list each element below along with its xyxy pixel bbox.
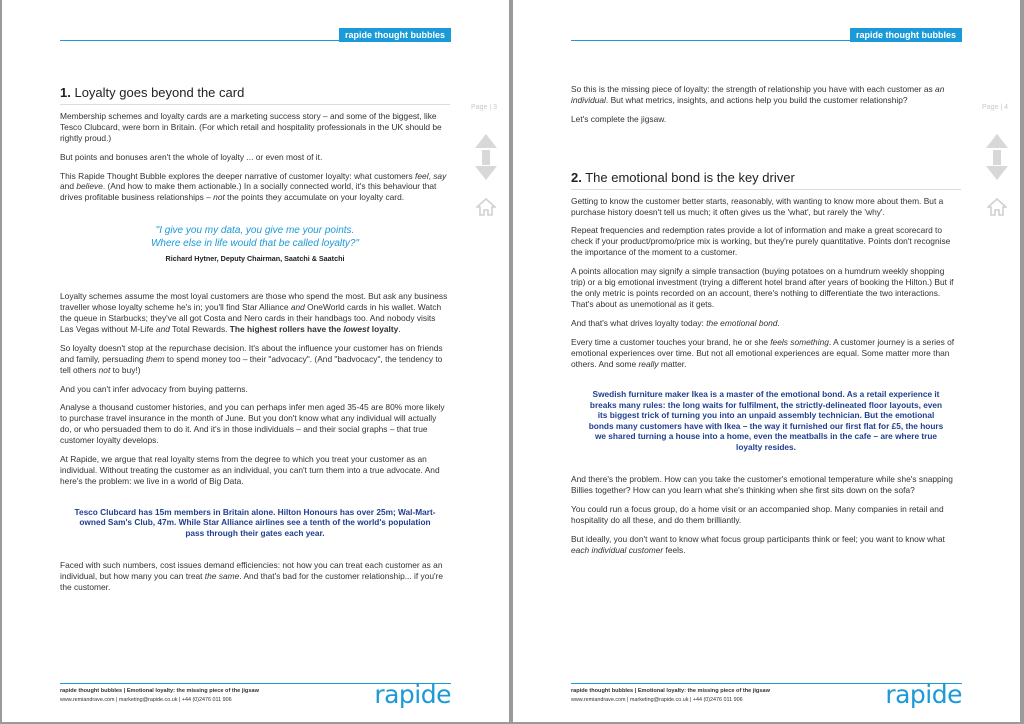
paragraph: And there's the problem. How can you take the customer's emotional temperature while she's snapping Billies together? How can you learn what she's thinking when she first sits down on the sofa? xyxy=(571,474,953,496)
left-content xyxy=(60,84,450,601)
header-rule xyxy=(571,40,962,41)
arrow-down-icon[interactable] xyxy=(475,166,497,180)
paragraph: But ideally, you don't want to know what focus group participants think or feel; you want to know what each individual customer feels. xyxy=(571,534,945,555)
paragraph: A points allocation may signify a simple transaction (buying potatoes on a humdrum weekly shopping trip) or a big emotional investment (trying a different hotel brand after years of booking the Hilton.) But if the only metric is points recorded on an account, there's nothing to differentiate the two interactions. That's about as unemotional as it gets. xyxy=(571,266,954,309)
paragraph: So loyalty doesn't stop at the repurchase decision. It's about the influence your customer has on friends and family, persuading them to spend money too – their "advocacy". (And "badvocacy", the tendency to tell others not to buy!) xyxy=(60,342,443,375)
paragraph: Faced with such numbers, cost issues demand efficiencies: not how you can treat each customer as an individual, but how many you can treat the same. And that's bad for the customer relationship... if you're the customer. xyxy=(60,560,444,593)
arrow-up-icon[interactable] xyxy=(475,134,497,148)
arrow-up-icon[interactable] xyxy=(986,134,1008,148)
footer-title: rapide thought bubbles | Emotional loyalty: the missing piece of the jigsaw xyxy=(60,688,259,694)
quote-attribution: Richard Hytner, Deputy Chairman, Saatchi & Saatchi xyxy=(165,254,345,264)
home-icon[interactable] xyxy=(476,198,496,216)
right-content xyxy=(571,84,961,564)
section-heading-1: 1. Loyalty goes beyond the card xyxy=(60,88,450,105)
paragraph: But points and bonuses aren't the whole of loyalty ... or even most of it. xyxy=(60,151,323,162)
arrow-down-icon[interactable] xyxy=(986,166,1008,180)
paragraph: Let's complete the jigsaw. xyxy=(571,113,667,124)
footer-title: rapide thought bubbles | Emotional loyalty: the missing piece of the jigsaw xyxy=(571,688,770,694)
arrow-shaft-icon xyxy=(482,150,490,165)
callout-box: Tesco Clubcard has 15m members in Britain alone. Hilton Honours has over 25m; Wal-Mart-owned Sam's Club, 47m. While Star Alliance airlines see a tenth of the world's population pass through their gates each year. xyxy=(74,506,436,538)
footer-contact: www.remiandrave.com | marketing@rapide.co.uk | +44 (0)2476 011 906 xyxy=(571,697,743,703)
callout-box: Swedish furniture maker Ikea is a master of the emotional bond. As a retail experience it breaks many rules: the long waits for fulfilment, the strictly-delineated floor layouts, even its biggest trick of turning you into an unpaid assembly technician. But the emotional bonds many customers have with Ikea – the way it furnished our first flat for £5, the hours we shared turning a house into a home, even the meatballs in the cafe – are where true loyalty resides. xyxy=(588,389,944,452)
header-rule xyxy=(60,40,451,41)
paragraph: Analyse a thousand customer histories, and you can perhaps infer men aged 35-45 are 80% more likely to purchase travel insurance in the month of June. But you don't know what any individual will actually do, or who persuaded them to do it. And it's in those individuals – and their social graphs – that true customer loyalty develops. xyxy=(60,402,445,446)
paragraph: So this is the missing piece of loyalty: the strength of relationship you have with each customer as an individual. But what metrics, insights, and actions help you build the customer relationship? xyxy=(571,84,945,105)
paragraph: You could run a focus group, do a home visit or an accompanied shop. Many companies in retail and hospitality do all these, and do them brilliantly. xyxy=(571,504,944,526)
paragraph: At Rapide, we argue that real loyalty stems from the degree to which you treat your customer as an individual. Without treating the customer as an individual, you can't turn them into a true advocate. And here's the problem: we live in a world of Big Data. xyxy=(60,454,440,486)
paragraph: Membership schemes and loyalty cards are a marketing success story – and some of the biggest, like Tesco Clubcard, were born in Britain. (For which retail and hospitality professionals in the UK should be rightly proud.) xyxy=(60,110,442,143)
paragraph: And you can't infer advocacy from buying patterns. xyxy=(60,383,248,394)
page-number-label: Page | 4 xyxy=(982,104,1008,111)
paragraph: Loyalty schemes assume the most loyal customers are those who spend the most. But ask any business traveller whose loyalty scheme he's in; you'll find Star Alliance and OneWorld cards in his wallet. Watch the queue in Starbucks; they've all got Costa and Nero cards in their handbags too. And nobody visits Las Vegas without M-Life and Total Rewards. The highest rollers have the lowest loyalty. xyxy=(60,291,448,334)
paragraph: This Rapide Thought Bubble explores the deeper narrative of customer loyalty: what customers feel, say and believe. (And how to make them actionable.) In a socially connected world, it's this behaviour that drives profitable business relationships – not the points they accumulate on your loyalty card. xyxy=(60,170,447,203)
paragraph: Repeat frequencies and redemption rates provide a lot of information and make a great scorecard to check if your product/promo/price mix is working, but they're purely quantitative. Points don't recognise the importance of the moment to a customer. xyxy=(571,225,951,258)
paragraph: And that's what drives loyalty today: the emotional bond. xyxy=(571,317,780,328)
header-tab: rapide thought bubbles xyxy=(339,28,451,42)
section-heading-2: 2. The emotional bond is the key driver xyxy=(571,173,961,190)
page-left xyxy=(2,0,509,722)
rapide-logo: rapide xyxy=(374,680,451,709)
paragraph: Getting to know the customer better starts, reasonably, with wanting to know more about them. But a purchase history doesn't tell us much; it often gives us the 'what', but rarely the 'why'. xyxy=(571,195,944,217)
page-number-label: Page | 3 xyxy=(471,104,497,111)
pull-quote: "I give you my data, you give me your points. Where else in life would that be called loyalty?" xyxy=(150,225,360,249)
paragraph: Every time a customer touches your brand, he or she feels something. A customer journey is a series of emotional experiences over time. But not all emotional experiences are equal. Some matter more than others. And some really matter. xyxy=(571,336,955,369)
arrow-shaft-icon xyxy=(993,150,1001,165)
header-tab: rapide thought bubbles xyxy=(850,28,962,42)
home-icon[interactable] xyxy=(987,198,1007,216)
rapide-logo: rapide xyxy=(885,680,962,709)
page-right xyxy=(513,0,1020,722)
footer-contact: www.remiandrave.com | marketing@rapide.co.uk | +44 (0)2476 011 906 xyxy=(60,697,232,703)
